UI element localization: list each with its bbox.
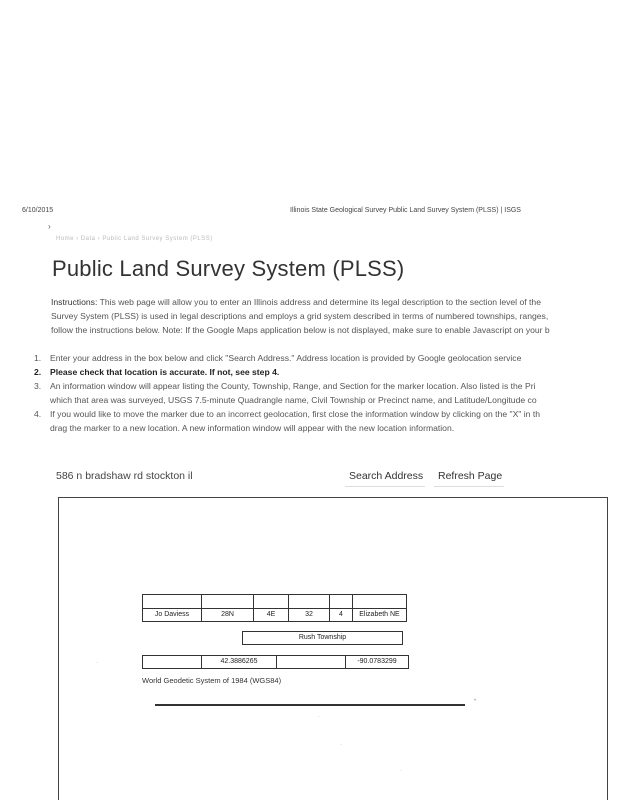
step-text: An information window will appear listing the County, Township, Range, and Section for the marker location. Also listed is the Pri [50, 381, 536, 391]
scan-mark: › [48, 222, 51, 231]
latitude-label-cell [142, 655, 202, 669]
address-input[interactable] [56, 468, 326, 484]
info-row-location [142, 608, 407, 622]
latitude-value: 42.3886265 [201, 655, 277, 669]
step-item [34, 407, 618, 435]
step-number: 4. [34, 409, 42, 419]
step-text: Please check that location is accurate. If not, see step 4. [50, 367, 280, 377]
step-number: 1. [34, 353, 42, 363]
scan-speck: · [96, 660, 98, 666]
meridian-value: 4 [329, 608, 353, 622]
map-road-line [155, 704, 465, 706]
refresh-page-button[interactable]: Refresh Page [438, 470, 503, 482]
scan-speck: · [400, 768, 402, 774]
print-page-title: Illinois State Geological Survey Public Land Survey System (PLSS) | ISGS [290, 207, 521, 214]
instructions [51, 295, 618, 337]
map-container[interactable] [58, 497, 608, 800]
info-blank-cell [201, 594, 254, 608]
info-blank-cell [329, 594, 353, 608]
search-button-underline [345, 486, 425, 487]
info-blank-cell [288, 594, 330, 608]
section-value: 32 [288, 608, 330, 622]
info-blank-cell [253, 594, 289, 608]
step-number: 3. [34, 381, 42, 391]
longitude-label-cell [276, 655, 346, 669]
range-value: 4E [253, 608, 289, 622]
step-text-continued: which that area was surveyed, USGS 7.5-minute Quadrangle name, Civil Township or Precinct name, and Latitude/Longitude co [50, 395, 537, 405]
quadrangle-value: Elizabeth NE [352, 608, 407, 622]
scan-speck: · [340, 742, 342, 748]
instructions-line-1 [51, 295, 618, 309]
step-number: 2. [34, 367, 42, 377]
scan-speck: • [474, 698, 477, 704]
instructions-text: This web page will allow you to enter an Illinois address and determine its legal description to the section level of the [99, 297, 541, 307]
page-title: Public Land Survey System (PLSS) [52, 256, 405, 281]
county-value: Jo Daviess [142, 608, 202, 622]
steps-list [34, 351, 618, 435]
instructions-line-3: follow the instructions below. Note: If the Google Maps application below is not displayed, make sure to enable Javascript on your b [51, 325, 550, 335]
township-value: 28N [201, 608, 254, 622]
search-address-button[interactable]: Search Address [349, 470, 424, 482]
longitude-value: -90.0783299 [345, 655, 409, 669]
step-text: Enter your address in the box below and click "Search Address." Address location is provided by Google geolocation service [50, 353, 522, 363]
breadcrumb[interactable]: Home › Data › Public Land Survey System (PLSS) [56, 236, 213, 242]
info-blank-cell [352, 594, 407, 608]
scan-speck: · [318, 714, 320, 720]
civil-township-value: Rush Township [242, 631, 403, 645]
instructions-line-2: Survey System (PLSS) is used in legal descriptions and employs a grid system described in terms of numbered townships, ranges, [51, 311, 549, 321]
step-item [34, 379, 618, 407]
step-item [34, 365, 618, 379]
info-row-coordinates [142, 655, 409, 669]
instructions-label: Instructions: [51, 297, 98, 307]
refresh-button-underline [434, 486, 504, 487]
step-text: If you would like to move the marker due to an incorrect geolocation, first close the information window by clicking on the "X" in th [50, 409, 540, 419]
print-date: 6/10/2015 [22, 207, 54, 214]
info-blank-cell [142, 594, 202, 608]
info-row-civil-township [242, 631, 403, 645]
datum-label: World Geodetic System of 1984 (WGS84) [142, 676, 282, 685]
step-text-continued: drag the marker to a new location. A new information window will appear with the new location information. [50, 423, 455, 433]
step-item [34, 351, 618, 365]
